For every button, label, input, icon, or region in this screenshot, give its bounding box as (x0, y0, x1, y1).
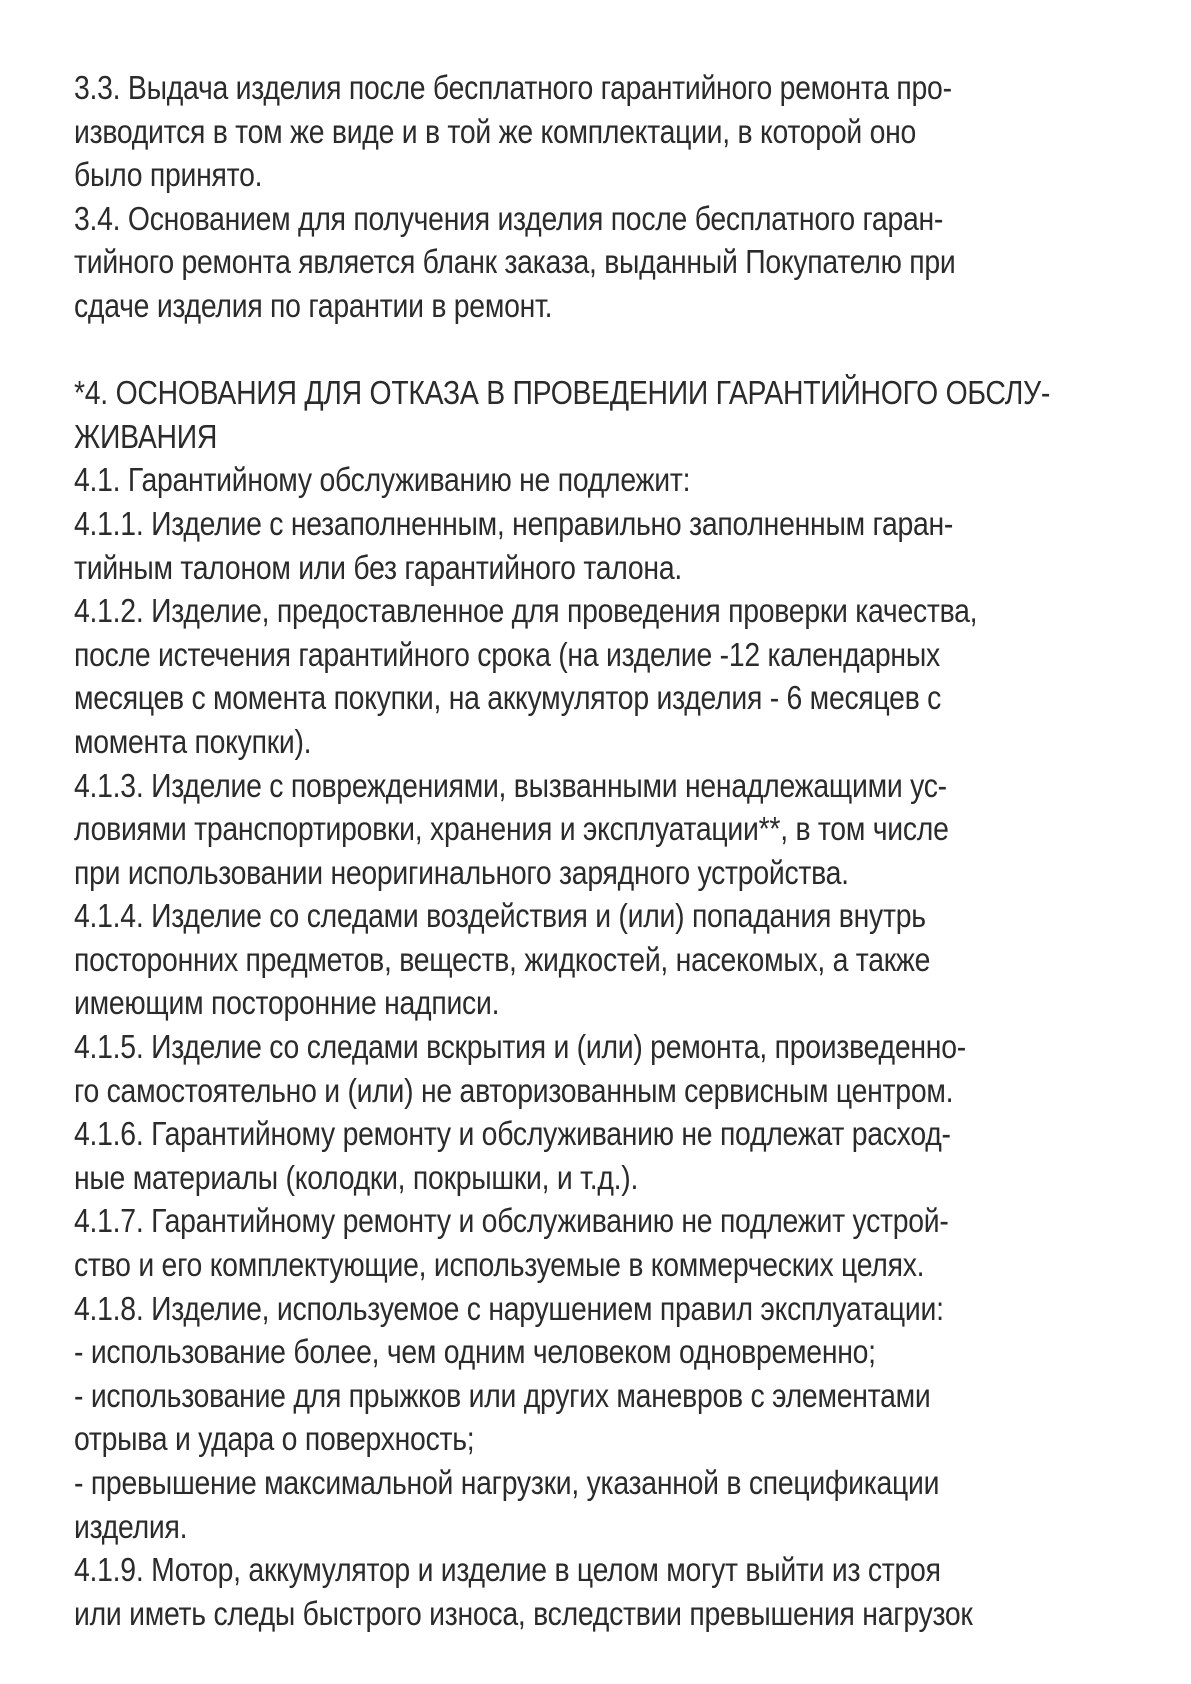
text-line: изделия. (74, 1507, 188, 1545)
text-line: 3.4. Основанием для получения изделия после бесплатного гаран- (74, 199, 944, 237)
paragraph-4-1-7 (74, 1199, 1134, 1286)
text-line: 4.1.9. Мотор, аккумулятор и изделие в целом могут выйти из строя (74, 1551, 941, 1589)
text-line: 4.1.3. Изделие с повреждениями, вызванными ненадлежащими ус- (74, 766, 947, 804)
section-gap (74, 328, 1134, 372)
text-line: ство и его комплектующие, используемые в коммерческих целях. (74, 1246, 925, 1284)
text-line: 4.1.4. Изделие со следами воздействия и (или) попадания внутрь (74, 897, 926, 935)
text-line: изводится в том же виде и в той же комплектации, в которой оно (74, 112, 917, 150)
text-line: было принято. (74, 156, 263, 194)
text-line: 4.1. Гарантийному обслуживанию не подлежит: (74, 461, 691, 499)
paragraph-4-1-4 (74, 894, 1134, 1025)
text-line: 4.1.7. Гарантийному ремонту и обслуживанию не подлежит устрой- (74, 1202, 949, 1240)
section-4-heading (74, 371, 1134, 458)
paragraph-3-4 (74, 197, 1134, 328)
text-line: тийного ремонта является бланк заказа, выданный Покупателю при (74, 243, 956, 281)
text-line: - использование более, чем одним человеком одновременно; (74, 1333, 876, 1371)
paragraph-4-1-5 (74, 1025, 1134, 1112)
heading-line: ЖИВАНИЯ (74, 417, 218, 455)
text-line: после истечения гарантийного срока (на изделие -12 календарных (74, 635, 940, 673)
paragraph-4-1 (74, 458, 1134, 502)
paragraph-4-1-2 (74, 589, 1134, 763)
text-line: го самостоятельно и (или) не авторизованным сервисным центром. (74, 1071, 954, 1109)
text-line: тийным талоном или без гарантийного талона. (74, 548, 682, 586)
text-line: 4.1.6. Гарантийному ремонту и обслуживанию не подлежат расход- (74, 1115, 951, 1153)
text-line: отрыва и удара о поверхность; (74, 1420, 475, 1458)
paragraph-4-1-3 (74, 764, 1134, 895)
text-line: или иметь следы быстрого износа, вследствии превышения нагрузок (74, 1594, 973, 1632)
text-line: при использовании неоригинального зарядного устройства. (74, 853, 849, 891)
text-line: момента покупки). (74, 722, 312, 760)
text-line: ловиями транспортировки, хранения и эксплуатации**, в том числе (74, 810, 949, 848)
paragraph-4-1-6 (74, 1112, 1134, 1199)
text-line: посторонних предметов, веществ, жидкостей, насекомых, а также (74, 940, 931, 978)
text-line: ные материалы (колодки, покрышки, и т.д.). (74, 1158, 639, 1196)
heading-line: *4. ОСНОВАНИЯ ДЛЯ ОТКАЗА В ПРОВЕДЕНИИ ГАРАНТИЙНОГО ОБСЛУ- (74, 374, 1051, 412)
text-line: - использование для прыжков или других маневров с элементами (74, 1376, 931, 1414)
text-line: 4.1.8. Изделие, используемое с нарушением правил эксплуатации: (74, 1289, 944, 1327)
paragraph-3-3 (74, 66, 1134, 197)
document-page (74, 66, 1134, 1635)
text-line: - превышение максимальной нагрузки, указанной в спецификации (74, 1464, 940, 1501)
paragraph-4-1-9 (74, 1548, 1134, 1635)
paragraph-4-1-8 (74, 1287, 1134, 1549)
text-line: сдаче изделия по гарантии в ремонт. (74, 286, 553, 324)
text-line: 3.3. Выдача изделия после бесплатного гарантийного ремонта про- (74, 69, 952, 106)
text-line: месяцев с момента покупки, на аккумулятор изделия - 6 месяцев с (74, 679, 942, 717)
text-line: имеющим посторонние надписи. (74, 984, 500, 1022)
paragraph-4-1-1 (74, 502, 1134, 589)
text-line: 4.1.2. Изделие, предоставленное для проведения проверки качества, (74, 592, 978, 630)
text-line: 4.1.5. Изделие со следами вскрытия и (или) ремонта, произведенно- (74, 1028, 966, 1066)
text-line: 4.1.1. Изделие с незаполненным, неправильно заполненным гаран- (74, 504, 954, 542)
